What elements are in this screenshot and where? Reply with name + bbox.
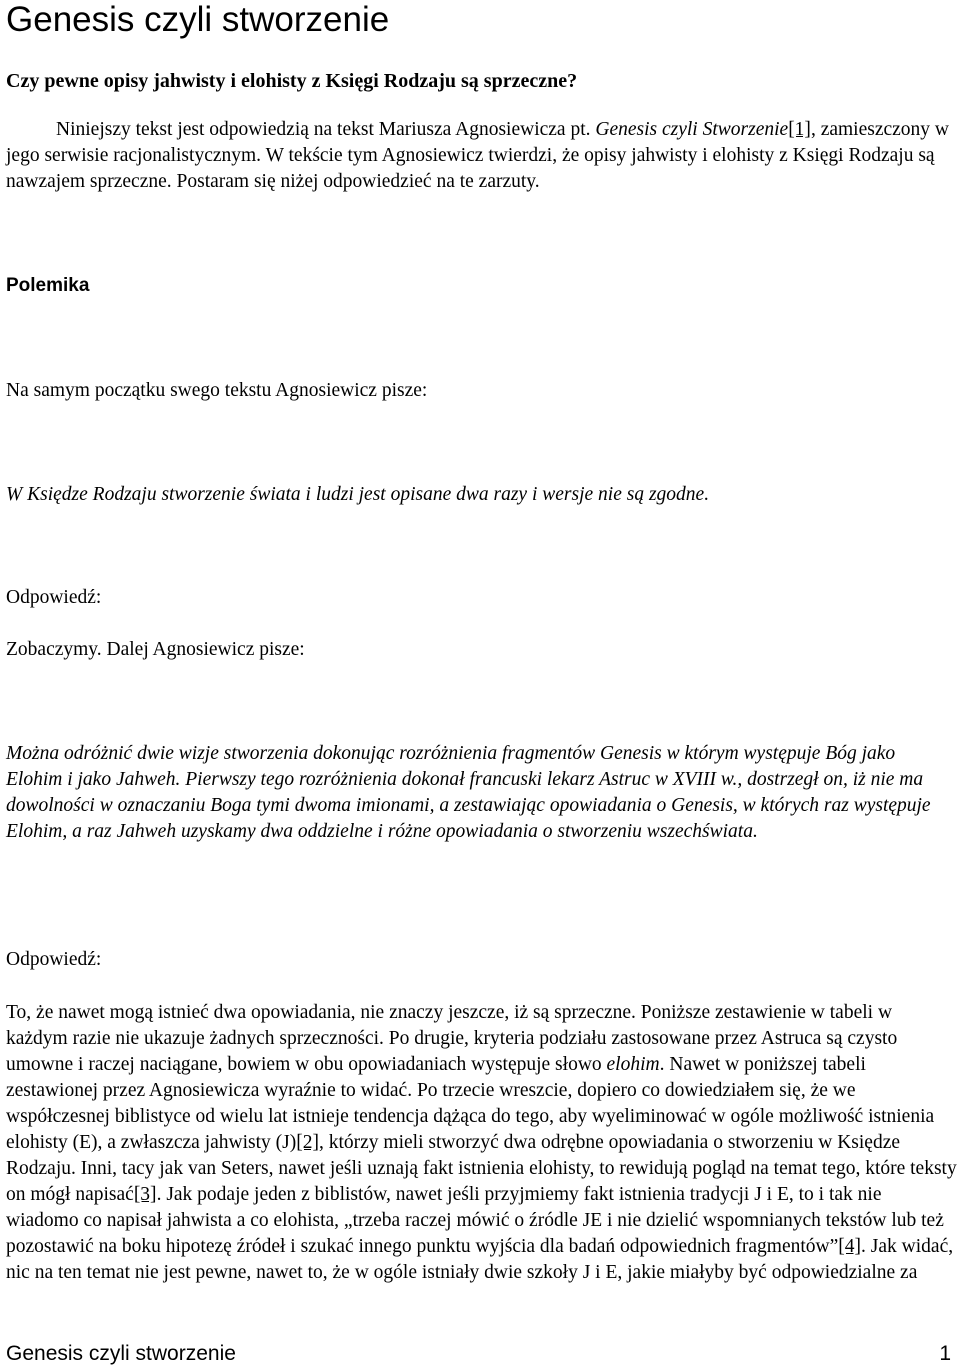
quote-1: W Księdze Rodzaju stworzenie świata i ludzi jest opisane dwa razy i wersje nie są zgodne. [6, 484, 710, 505]
p4-text-5: . Jak widać, nic na ten temat nie jest pewne, nawet to, że w ogóle istniały dwie szkoły J i E, jakie miałyby być odpowiedzialne za [6, 1236, 954, 1283]
footnote-link-2[interactable]: [2] [296, 1132, 319, 1153]
document-title: Genesis czyli stworzenie [6, 0, 390, 39]
work-title: Genesis czyli Stworzenie [595, 119, 789, 140]
p4-text-4: . Jak podaje jeden z biblistów, nawet jeśli przyjmiemy fakt istnienia tradycji J i E, to i tak nie wiadomo co napisał jahwista a co elohista, „trzeba raczej mówić o źródle JE i nie dzielić wspomnianych tekstów lub też pozostawić na boku hipotezę źródeł i szukać innego punktu wyjścia dla badań odpowiednich fragmentów” [6, 1184, 944, 1257]
paragraph-3: Zobaczymy. Dalej Agnosiewicz pisze: [6, 639, 305, 660]
p4-text-2: . Nawet w poniższej tabeli zestawionej przez Agnosiewicza wyraźnie to widać. Po trzecie wreszcie, dopiero co dowiedziałem się, że we współczesnej biblistyce od wielu lat istnieje tendencja dążąca do tego, aby wyeliminować w ogóle możliwość istnienia elohisty (E), a zwłaszcza jahwisty (J) [6, 1054, 935, 1153]
document-subtitle: Czy pewne opisy jahwisty i elohisty z Księgi Rodzaju są sprzeczne? [6, 70, 578, 92]
intro-text-1: Niniejszy tekst jest odpowiedzią na tekst Mariusza Agnosiewicza pt. [56, 119, 596, 140]
paragraph-2: Na samym początku swego tekstu Agnosiewicz pisze: [6, 380, 428, 401]
quote-2: Można odróżnić dwie wizje stworzenia dokonując rozróżnienia fragmentów Genesis w którym występuje Bóg jako Elohim i jako Jahweh. Pierwszy tego rozróżnienia dokonał francuski lekarz Astruc w XVIII w., dostrzegł on, iż nie ma dowolności w oznaczaniu Boga tymi dwoma imionami, a zestawiając opowiadania o Genesis, w których raz występuje Elohim, a raz Jahweh uzyskamy dwa oddzielne i różne opowiadania o stworzeniu wszechświata. [6, 743, 931, 842]
section-heading: Polemika [6, 275, 90, 296]
answer-label-2: Odpowiedź: [6, 949, 102, 970]
intro-paragraph [6, 117, 956, 195]
term-elohim: elohim [606, 1054, 660, 1075]
footnote-link-4[interactable]: [4] [838, 1236, 862, 1257]
footnote-link-3[interactable]: [3] [133, 1184, 157, 1205]
footnote-link-1[interactable]: [1] [788, 119, 811, 140]
p4-text-1: To, że nawet mogą istnieć dwa opowiadania, nie znaczy jeszcze, iż są sprzeczne. Poniższe zestawienie w tabeli w każdym razie nie ukazuje żadnych sprzeczności. Po drugie, kryteria podziału zastosowane przez Astruca są czysto umowne i raczej naciągane, bowiem w obu opowiadaniach występuje słowo [6, 1002, 898, 1075]
answer-label-1: Odpowiedź: [6, 587, 102, 608]
paragraph-4 [6, 1000, 958, 1286]
p4-text-3: , którzy mieli stworzyć dwa odrębne opowiadania o stworzeniu w Księdze Rodzaju. Inni, tacy jak van Seters, nawet jeśli uznają fakt istnienia elohisty, to rewidują pogląd na temat tego, które teksty on mógł napisać [6, 1132, 957, 1205]
intro-text-2: , zamieszczony w jego serwisie racjonalistycznym. W tekście tym Agnosiewicz twierdzi, że opisy jahwisty i elohisty z Księgi Rodzaju są nawzajem sprzeczne. Postaram się niżej odpowiedzieć na te zarzuty. [6, 119, 949, 192]
page-number: 1 [939, 1342, 951, 1365]
footer-title: Genesis czyli stworzenie [6, 1342, 236, 1365]
